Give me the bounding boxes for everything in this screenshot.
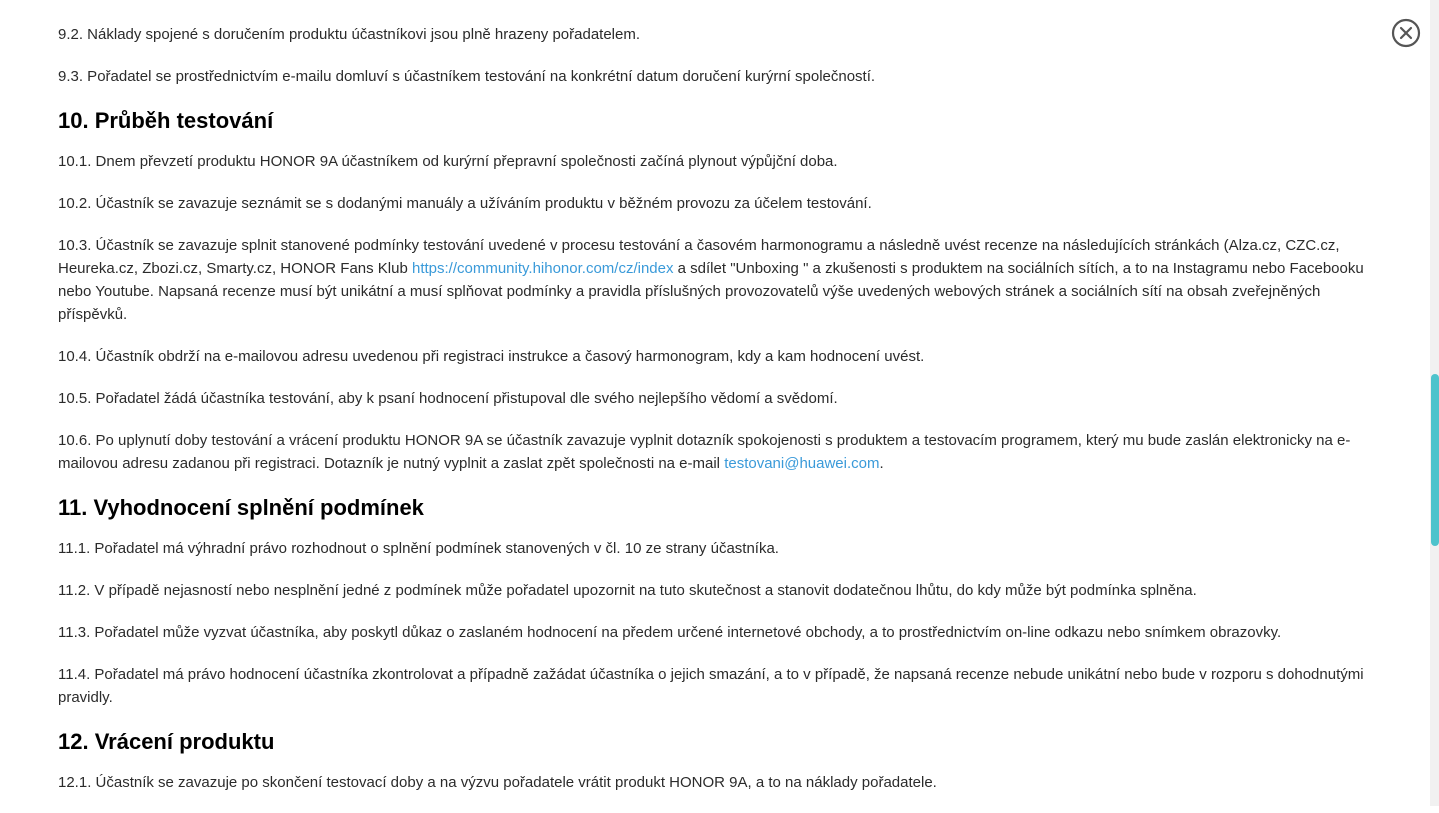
heading-section-12: 12. Vrácení produktu [58, 729, 275, 754]
paragraph-10-5: 10.5. Pořadatel žádá účastníka testování, aby k psaní hodnocení přistupoval dle svého nejlepšího vědomí a svědomí. [58, 390, 838, 407]
paragraph-10-6-text-a: 10.6. Po uplynutí doby testování a vrácení produktu HONOR 9A se účastník zavazuje vyplnit dotazník spokojenosti s produktem a testovacím programem, který mu bude zaslán elektronicky na e-mailovou adresu zadanou při registraci. Dotazník je nutný vyplnit a zaslat zpět společnosti na e-mail [58, 432, 1351, 472]
close-circle-icon [1391, 18, 1421, 48]
paragraph-11-3: 11.3. Pořadatel může vyzvat účastníka, aby poskytl důkaz o zaslaném hodnocení na předem určené internetové obchody, a to prostřednictvím on-line odkazu nebo snímkem obrazovky. [58, 624, 1282, 641]
heading-section-11: 11. Vyhodnocení splnění podmínek [58, 495, 424, 520]
paragraph-10-4: 10.4. Účastník obdrží na e-mailovou adresu uvedenou při registraci instrukce a časový harmonogram, kdy a kam hodnocení uvést. [58, 348, 925, 365]
paragraph-10-3-text-a: 10.3. Účastník se zavazuje splnit stanovené podmínky testování uvedené v procesu testování a časovém harmonogramu a následně uvést recenze na následujících stránkách (Alza.cz, CZC.cz, Heureka.cz, Zbozi.cz, Smarty.cz, HONOR Fans Klub [58, 237, 1340, 277]
scrollbar-thumb[interactable] [1431, 374, 1439, 546]
paragraph-12-1: 12.1. Účastník se zavazuje po skončení testovací doby a na výzvu pořadatele vrátit produkt HONOR 9A, a to na náklady pořadatele. [58, 774, 937, 791]
paragraph-9-3: 9.3. Pořadatel se prostřednictvím e-mailu domluví s účastníkem testování na konkrétní datum doručení kurýrní společností. [58, 68, 876, 85]
paragraph-11-1: 11.1. Pořadatel má výhradní právo rozhodnout o splnění podmínek stanovených v čl. 10 ze strany účastníka. [58, 540, 779, 557]
close-button[interactable] [1391, 18, 1421, 48]
heading-section-10: 10. Průběh testování [58, 108, 274, 133]
paragraph-10-6-text-b: . [879, 455, 884, 472]
vertical-scrollbar[interactable] [1430, 0, 1439, 806]
paragraph-10-6 [58, 429, 1378, 475]
paragraph-9-1 [58, 0, 1378, 4]
paragraph-11-2: 11.2. V případě nejasností nebo nesplnění jedné z podmínek může pořadatel upozornit na tuto skutečnost a stanovit dodatečnou lhůtu, do kdy může být podmínka splněna. [58, 582, 1197, 599]
paragraph-10-3-text-b: a sdílet "Unboxing " a zkušenosti s produktem na sociálních sítích, a to na Instagramu nebo Facebooku nebo Youtube. Napsaná recenze musí být unikátní a musí splňovat podmínky a pravidla příslušných provozovatelů výše uvedených webových stránek a sociálních sítí na obsah zveřejněných příspěvků. [58, 260, 1364, 323]
paragraph-10-2: 10.2. Účastník se zavazuje seznámit se s dodanými manuály a užíváním produktu v běžném provozu za účelem testování. [58, 195, 872, 212]
terms-article [58, 0, 1378, 813]
paragraph-10-1: 10.1. Dnem převzetí produktu HONOR 9A účastníkem od kurýrní přepravní společnosti začíná plynout výpůjční doba. [58, 153, 838, 170]
paragraph-10-3 [58, 234, 1378, 326]
paragraph-9-2: 9.2. Náklady spojené s doručením produktu účastníkovi jsou plně hrazeny pořadatelem. [58, 26, 641, 43]
community-link[interactable]: https://community.hihonor.com/cz/index [411, 260, 674, 277]
email-link[interactable]: testovani@huawei.com [724, 455, 880, 472]
paragraph-11-4: 11.4. Pořadatel má právo hodnocení účastníka zkontrolovat a případně zažádat účastníka o jejich smazání, a to v případě, že napsaná recenze nebude unikátní nebo bude v rozporu s dohodnutými pravidly. [58, 666, 1364, 706]
